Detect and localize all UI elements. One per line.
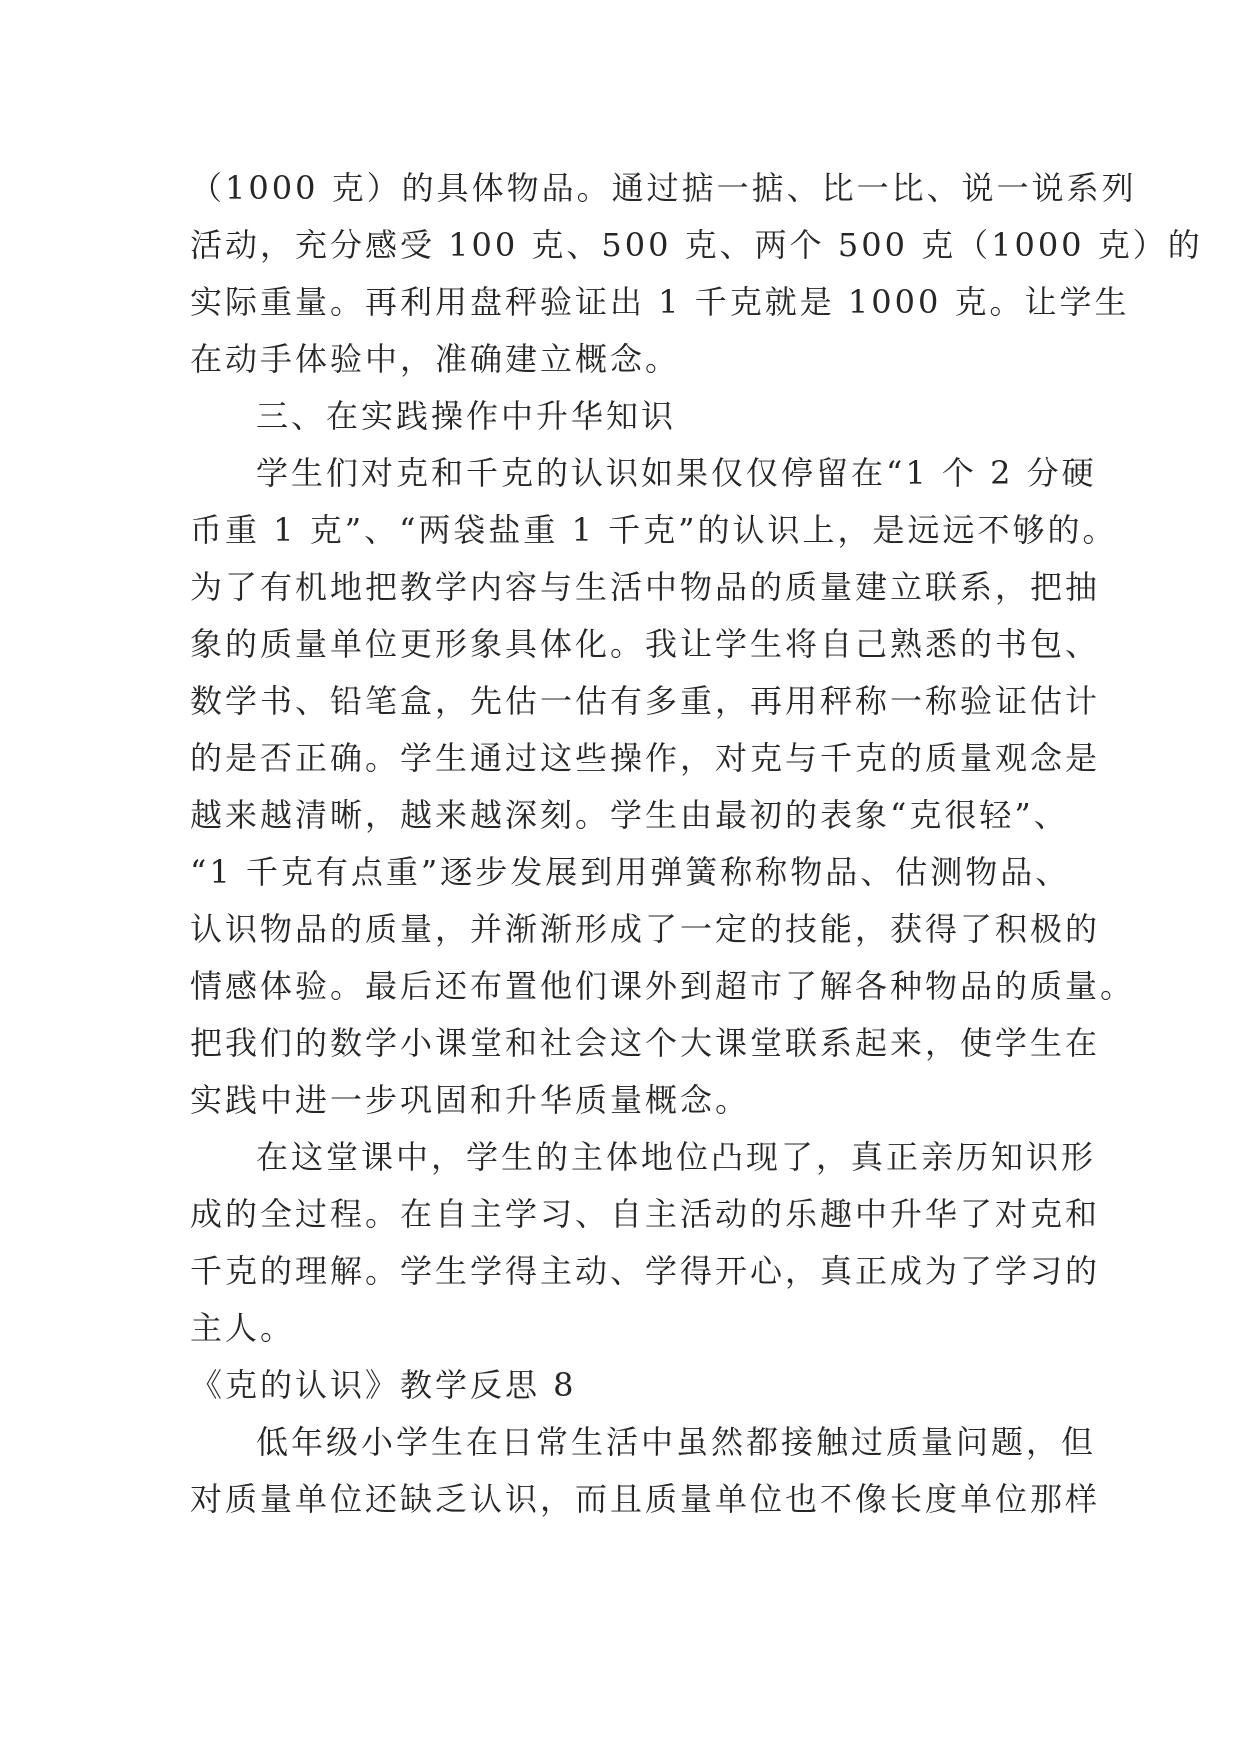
text-line: 币重 1 克”、“两袋盐重 1 千克”的认识上，是远远不够的。 [190,511,1118,549]
section-heading: 三、在实践操作中升华知识 [256,397,677,435]
text-line: 实际重量。再利用盘秤验证出 1 千克就是 1000 克。让学生 [190,283,1130,321]
text-line: 主人。 [190,1309,296,1347]
text-line: 活动，充分感受 100 克、500 克、两个 500 克（1000 克）的 [190,226,1203,264]
text-line: 成的全过程。在自主学习、自主活动的乐趣中升华了对克和 [190,1195,1101,1233]
text-line: 实践中进一步巩固和升华质量概念。 [190,1081,751,1119]
text-line: 对质量单位还缺乏认识，而且质量单位也不像长度单位那样 [190,1480,1101,1518]
text-line: 千克的理解。学生学得主动、学得开心，真正成为了学习的 [190,1252,1101,1290]
article-title: 《克的认识》教学反思 8 [190,1366,577,1404]
text-line: 在动手体验中，准确建立概念。 [190,340,681,378]
text-line: 越来越清晰，越来越深刻。学生由最初的表象“克很轻”、 [190,796,1069,834]
text-line: 学生们对克和千克的认识如果仅仅停留在“1 个 2 分硬 [256,454,1097,492]
text-line: 认识物品的质量，并渐渐形成了一定的技能，获得了积极的 [190,910,1101,948]
text-line: （1000 克）的具体物品。通过掂一掂、比一比、说一说系列 [190,169,1137,207]
text-line: 把我们的数学小课堂和社会这个大课堂联系起来，使学生在 [190,1024,1101,1062]
text-line: 数学书、铅笔盒，先估一估有多重，再用秤称一称验证估计 [190,682,1101,720]
text-line: “1 千克有点重”逐步发展到用弹簧称称物品、估测物品、 [190,853,1071,891]
text-line: 的是否正确。学生通过这些操作，对克与千克的质量观念是 [190,739,1101,777]
text-line: 低年级小学生在日常生活中虽然都接触过质量问题，但 [256,1423,1097,1461]
text-line: 象的质量单位更形象具体化。我让学生将自己熟悉的书包、 [190,625,1101,663]
text-line: 在这堂课中，学生的主体地位凸现了，真正亲历知识形 [256,1138,1097,1176]
text-line: 为了有机地把教学内容与生活中物品的质量建立联系，把抽 [190,568,1101,606]
document-body [190,160,1203,1528]
text-line: 情感体验。最后还布置他们课外到超市了解各种物品的质量。 [190,967,1136,1005]
